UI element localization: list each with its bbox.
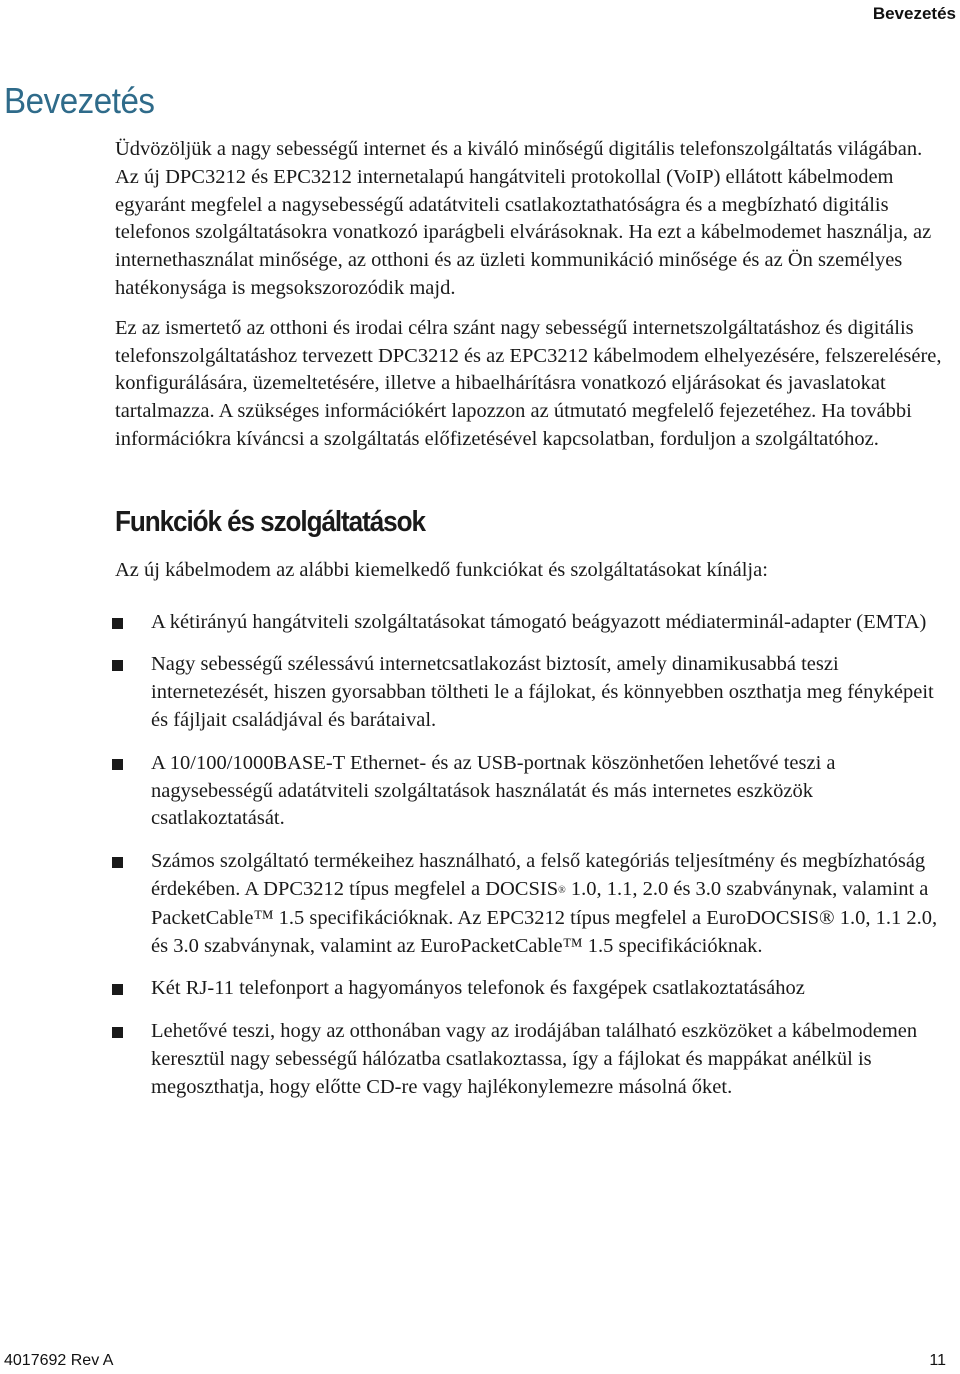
- list-item: [115, 750, 950, 833]
- square-bullet-icon: [112, 618, 123, 629]
- chapter-title: Bevezetés: [4, 80, 155, 121]
- list-item-text-end: 1.0, 1.1, 2.0 és 3.0 szabványnak, valamint a PacketCable™ 1.5 specifikációknak. Az EPC3212 típus megfelel a EuroDOCSIS® 1.0, 1.1 2.0, és 3.0 szabványnak, valamint az EuroPacketCable™ 1.5 specifikációknak.: [151, 877, 938, 957]
- list-item-text: Nagy sebességű szélessávú internetcsatlakozást biztosít, amely dinamikusabbá teszi internetezését, hiszen gyorsabban töltheti le a fájlokat, és könnyebben oszthatja meg fényképeit és fájljait családjával és barátaival.: [151, 653, 934, 731]
- square-bullet-icon: [112, 857, 123, 868]
- square-bullet-icon: [112, 660, 123, 671]
- square-bullet-icon: [112, 984, 123, 995]
- list-item-text: Két RJ-11 telefonport a hagyományos telefonok és faxgépek csatlakoztatásához: [151, 977, 805, 1000]
- document-number: 4017692 Rev A: [4, 1352, 114, 1369]
- list-item-text: A 10/100/1000BASE-T Ethernet- és az USB-portnak köszönhetően lehetővé teszi a nagysebességű adatátviteli szolgáltatások használatát és más internetes eszközök csatlakoztatását.: [151, 751, 836, 830]
- square-bullet-icon: [112, 759, 123, 770]
- running-header: Bevezetés: [872, 4, 956, 23]
- list-item: [115, 651, 950, 734]
- registered-mark: ®: [558, 884, 566, 896]
- section-title: Funkciók és szolgáltatások: [115, 505, 425, 538]
- list-item: [115, 609, 950, 637]
- intro-paragraph: Üdvözöljük a nagy sebességű internet és a kiváló minőségű digitális telefonszolgáltatás világában. Az új DPC3212 és EPC3212 internetalapú hangátviteli protokollal (VoIP) ellátott kábelmodem egyaránt megfelel a nagysebességű adatátviteli csatlakoztathatóságra és a megbízható digitális telefonos szolgáltatásokra vonatkozó iparágbeli elvárásoknak. Ha ezt a kábelmodemet használja, az internethasználat minősége, az otthoni és az üzleti kommunikáció minősége és az Ön személyes hatékonysága is megsokszorozódik majd.: [115, 138, 932, 299]
- guide-scope-paragraph: Ez az ismertető az otthoni és irodai célra szánt nagy sebességű internetszolgáltatáshoz és digitális telefonszolgáltatáshoz tervezett DPC3212 és az EPC3212 kábelmodem elhelyezésére, felszerelésére, konfigurálására, üzemeltetésére, illetve a hibaelhárításra vonatkozó eljárásokat és javaslatokat tartalmazza. A szükséges információkért lapozzon az útmutató megfelelő fejezetéhez. Ha további információkra kíváncsi a szolgáltatás előfizetésével kapcsolatban, forduljon a szolgáltatóhoz.: [115, 316, 942, 450]
- list-item-text: Lehetővé teszi, hogy az otthonában vagy az irodájában található eszközöket a kábelmodemen keresztül nagy sebességű hálózatba csatlakoztassa, így a fájlokat és mappákat anélkül is megoszthatja, hogy előtte CD-re vagy hajlékonylemezre másolná őket.: [151, 1020, 918, 1098]
- square-bullet-icon: [112, 1027, 123, 1038]
- list-item: [115, 975, 950, 1003]
- features-intro: Az új kábelmodem az alábbi kiemelkedő funkciókat és szolgáltatásokat kínálja:: [115, 558, 768, 581]
- list-item-text: A kétirányú hangátviteli szolgáltatásokat támogató beágyazott médiaterminál-adapter (EMTA): [151, 610, 927, 633]
- list-item: [115, 1018, 950, 1101]
- list-item-text: [151, 850, 937, 956]
- list-item-text-start: Számos szolgáltató termékeihez használható, a felső kategóriás teljesítmény és megbízhatóság érdekében. A DPC3212 típus megfelel a DOCSIS: [151, 850, 926, 900]
- page-number: 11: [929, 1352, 946, 1369]
- feature-list: [115, 609, 950, 1102]
- page-body: [115, 136, 950, 1102]
- list-item: [115, 848, 950, 960]
